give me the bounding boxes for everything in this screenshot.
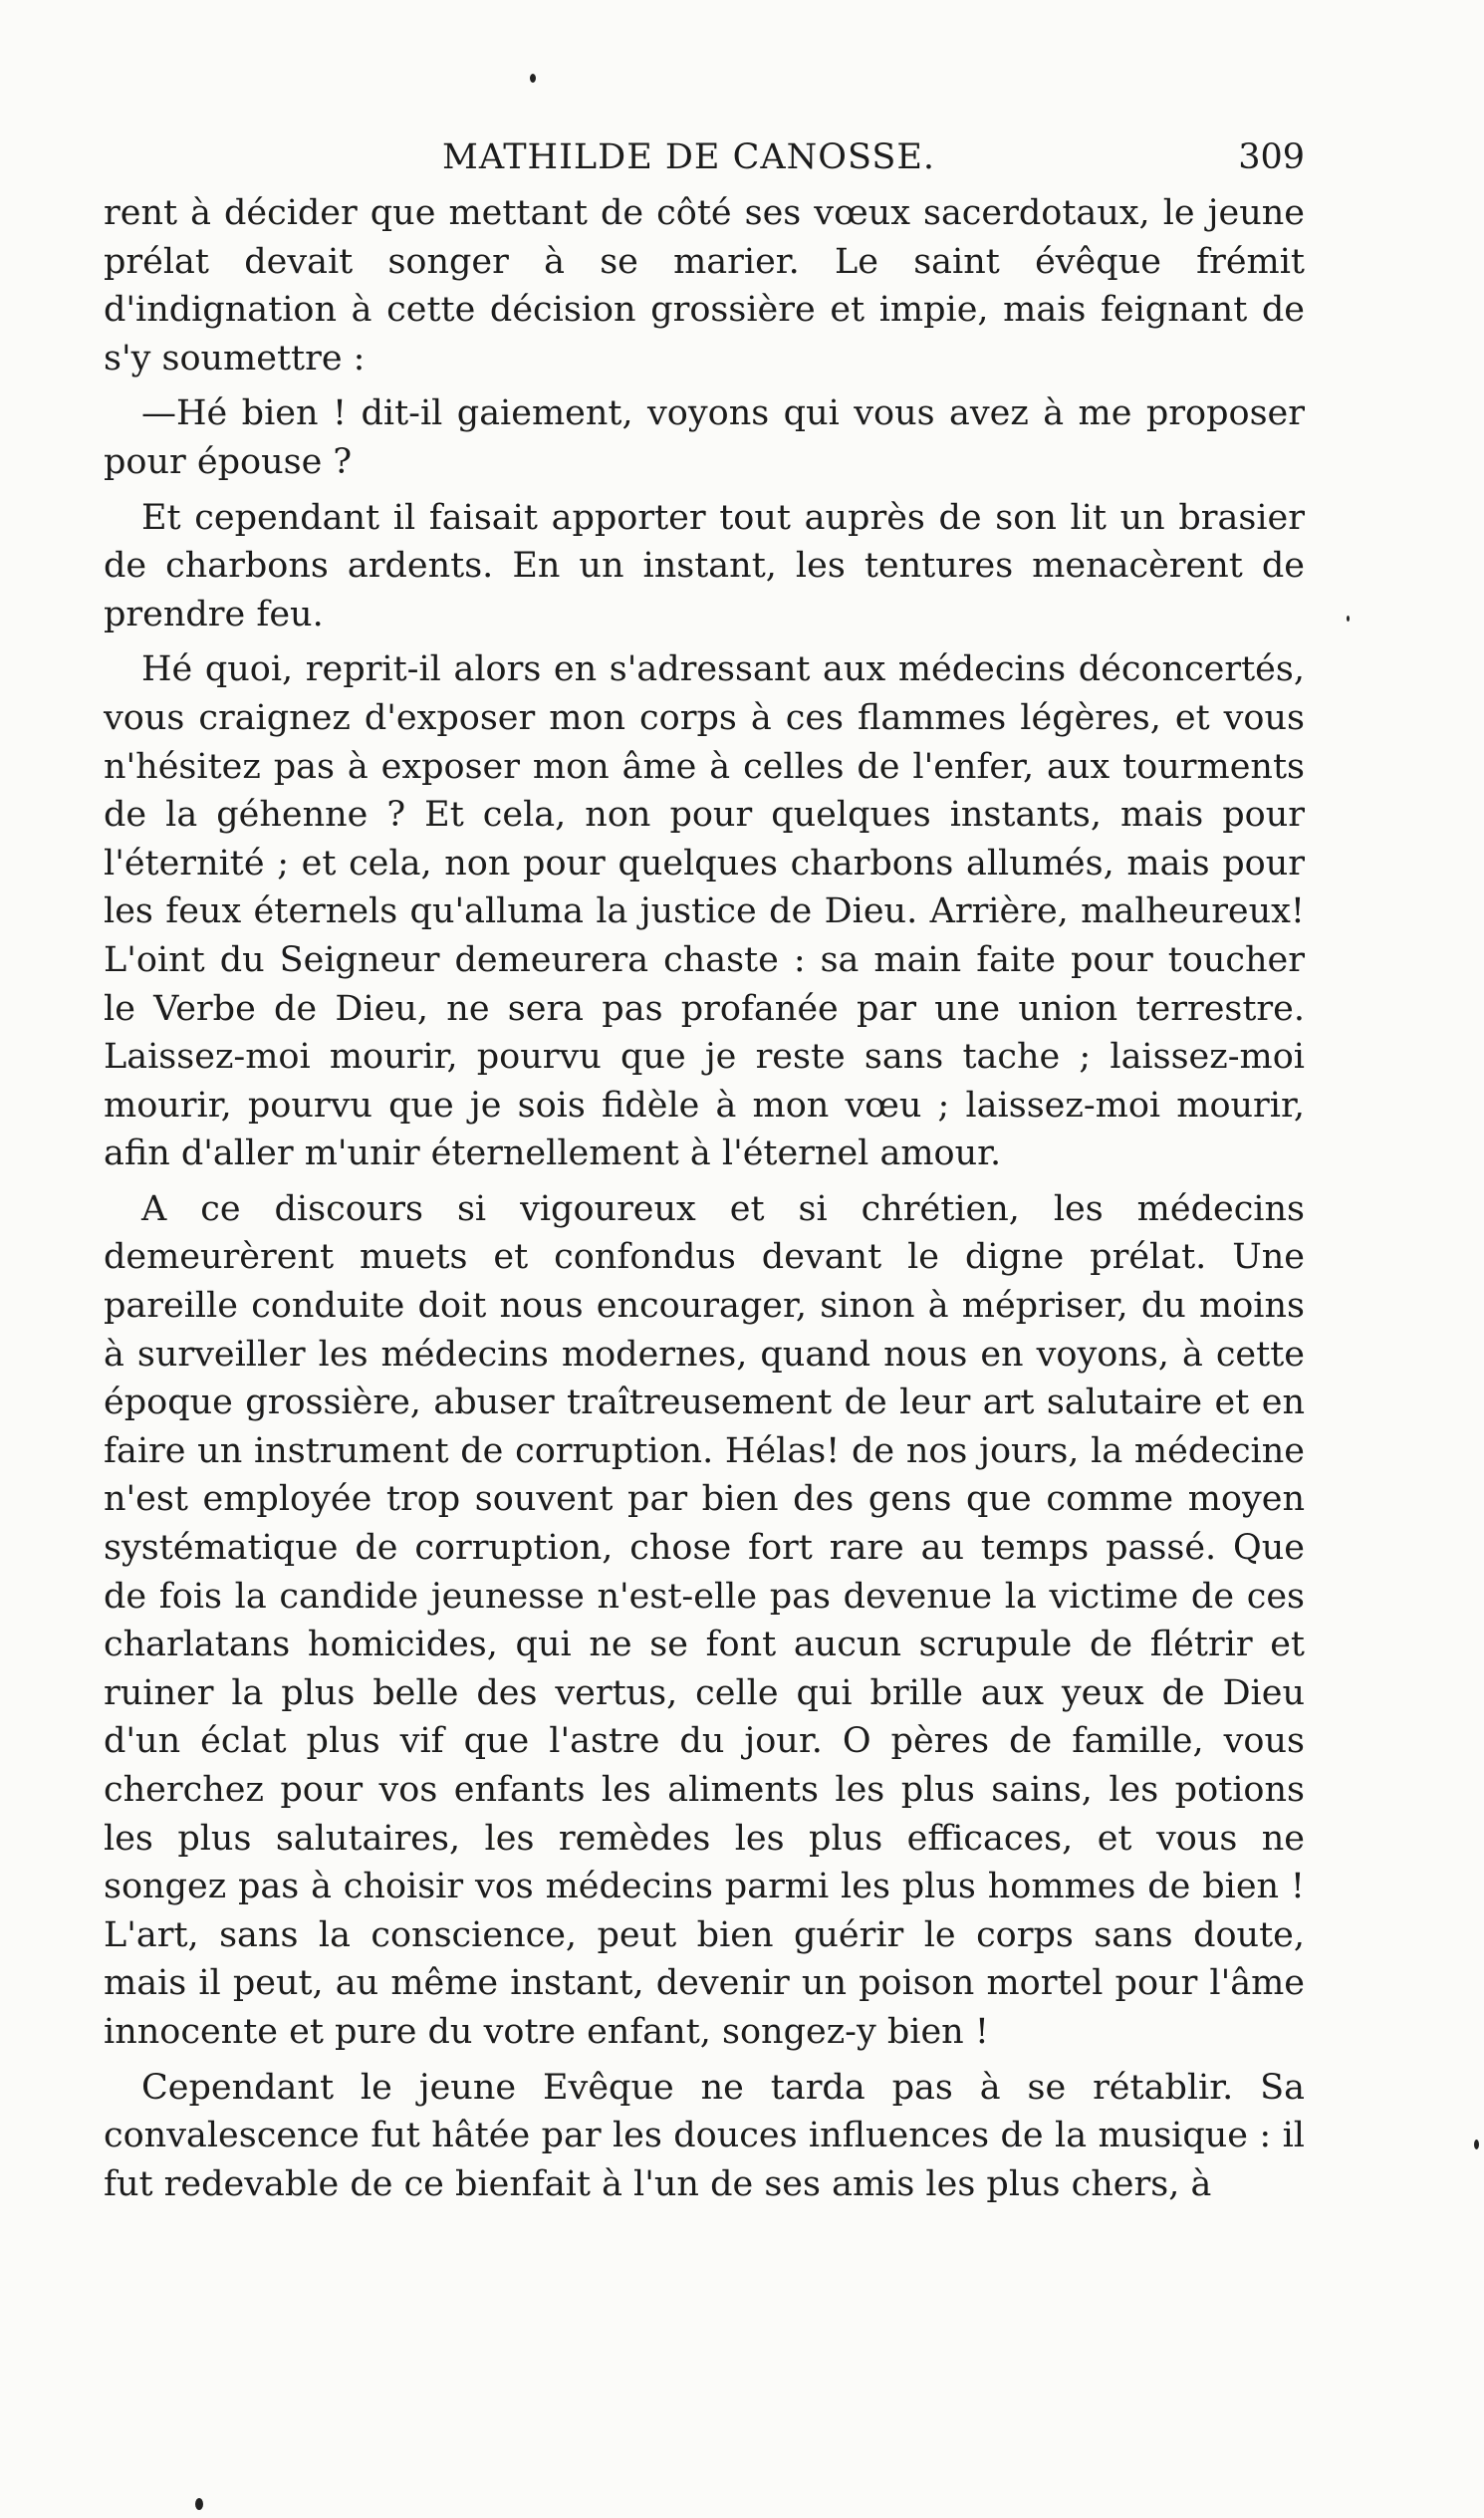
running-title: MATHILDE DE CANOSSE.: [442, 137, 935, 177]
paragraph: Cependant le jeune Evêque ne tarda pas à se rétablir. Sa convalescence fut hâtée par les douces influences de la musique : il fut redevable de ce bienfait à l'un de ses amis les plus chers, à: [104, 2067, 1305, 2204]
ink-speck: [1347, 616, 1350, 622]
ink-speck: [195, 2498, 203, 2510]
ink-speck: [530, 74, 536, 83]
book-page: [104, 120, 1305, 2215]
ink-speck: [1474, 2140, 1479, 2149]
body-text: [104, 189, 1305, 2208]
page-number: 309: [1238, 137, 1305, 177]
paragraph: —Hé bien ! dit-il gaiement, voyons qui vous avez à me proposer pour épouse ?: [104, 393, 1305, 482]
paragraph: Et cependant il faisait apporter tout auprès de son lit un brasier de charbons ardents. En un instant, les tentures menacèrent de prendre feu.: [104, 497, 1305, 634]
paragraph: rent à décider que mettant de côté ses vœux sacerdotaux, le jeune prélat devait songer à se marier. Le saint évêque frémit d'indignation à cette décision grossière et impie, mais feignant de s'y soumettre :: [104, 193, 1305, 378]
page-header: [104, 120, 1305, 189]
paragraph: A ce discours si vigoureux et si chrétien, les médecins demeurèrent muets et confondus devant le digne prélat. Une pareille conduite doit nous encourager, sinon à mépriser, du moins à surveiller les médecins modernes, quand nous en voyons, à cette époque grossière, abuser traîtreusement de leur art salutaire et en faire un instrument de corruption. Hélas! de nos jours, la médecine n'est employée trop souvent par bien des gens que comme moyen systématique de corruption, chose fort rare au temps passé. Que de fois la candide jeunesse n'est-elle pas devenue la victime de ces charlatans homicides, qui ne se font aucun scrupule de flétrir et ruiner la plus belle des vertus, celle qui brille aux yeux de Dieu d'un éclat plus vif que l'astre du jour. O pères de famille, vous cherchez pour vos enfants les aliments les plus sains, les potions les plus salutaires, les remèdes les plus efficaces, et vous ne songez pas à choisir vos médecins parmi les plus hommes de bien ! L'art, sans la conscience, peut bien guérir le corps sans doute, mais il peut, au même instant, devenir un poison mortel pour l'âme innocente et pure du votre enfant, songez-y bien !: [104, 1188, 1305, 2052]
paragraph: Hé quoi, reprit-il alors en s'adressant aux médecins déconcertés, vous craignez d'exposer mon corps à ces flammes légères, et vous n'hésitez pas à exposer mon âme à celles de l'enfer, aux tourments de la géhenne ? Et cela, non pour quelques instants, mais pour l'éternité ; et cela, non pour quelques charbons allumés, mais pour les feux éternels qu'alluma la justice de Dieu. Arrière, malheureux! L'oint du Seigneur demeurera chaste : sa main faite pour toucher le Verbe de Dieu, ne sera pas profanée par une union terrestre. Laissez-moi mourir, pourvu que je reste sans tache ; laissez-moi mourir, pourvu que je sois fidèle à mon vœu ; laissez-moi mourir, afin d'aller m'unir éternellement à l'éternel amour.: [104, 649, 1305, 1174]
